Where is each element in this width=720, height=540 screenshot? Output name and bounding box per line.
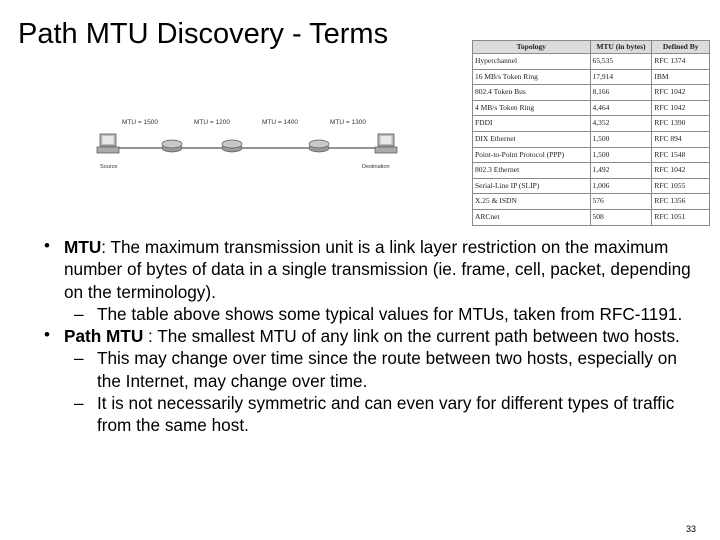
table-cell: RFC 1051 [652, 209, 710, 225]
table-cell: RFC 1356 [652, 194, 710, 210]
table-cell: 1,492 [590, 163, 652, 179]
sub-bullet-text: The table above shows some typical values for MTUs, taken from RFC-1191. [97, 303, 683, 324]
bullet-path-mtu [44, 325, 704, 347]
table-cell: RFC 1055 [652, 178, 710, 194]
table-cell: RFC 1390 [652, 116, 710, 132]
router-icon [309, 140, 329, 152]
dash-icon: – [74, 303, 84, 324]
slide-title: Path MTU Discovery - Terms [18, 18, 389, 50]
table-cell: 802.3 Ethernet [473, 163, 591, 179]
table-cell: FDDI [473, 116, 591, 132]
link-mtu-label: MTU = 1300 [330, 119, 366, 126]
destination-computer-icon [375, 134, 397, 153]
table-row [473, 85, 710, 101]
table-row [473, 147, 710, 163]
term-path-mtu: Path MTU [64, 326, 144, 347]
table-row [473, 178, 710, 194]
table-row [473, 209, 710, 225]
table-row [473, 69, 710, 85]
table-cell: 802.4 Token Bus [473, 85, 591, 101]
dash-icon: – [74, 393, 84, 414]
bullet-dot-icon: • [44, 325, 50, 345]
table-row [473, 131, 710, 147]
bullet-mtu-text: : The maximum transmission unit is a link layer restriction on the maximum number of bytes of data in a single transmission (ie. frame, cell, packet, depending on the terminology). [64, 237, 691, 302]
sub-bullet-path-mtu-symmetric [44, 392, 704, 437]
link-mtu-label: MTU = 1400 [262, 119, 298, 126]
column-header: Topology [473, 41, 591, 54]
destination-label: Destination [362, 164, 390, 170]
sub-bullet-path-mtu-change [44, 347, 704, 392]
table-cell: 17,914 [590, 69, 652, 85]
sub-bullet-text: It is not necessarily symmetric and can even vary for different types of traffic from the same host. [97, 393, 675, 436]
page-number: 33 [686, 524, 697, 534]
mtu-values-table-container [472, 40, 710, 230]
table-cell: X.25 & ISDN [473, 194, 591, 210]
table-cell: 1,500 [590, 147, 652, 163]
network-path-diagram [94, 112, 414, 182]
term-mtu: MTU [64, 237, 102, 257]
table-cell: RFC 1548 [652, 147, 710, 163]
slide-body [44, 236, 704, 437]
source-label: Source [100, 164, 118, 170]
sub-bullet-text: This may change over time since the route between two hosts, especially on the Internet, may change over time. [97, 348, 677, 391]
table-cell: RFC 1374 [652, 54, 710, 70]
router-icon [222, 140, 242, 152]
table-row [473, 54, 710, 70]
table-row [473, 100, 710, 116]
table-cell: RFC 1042 [652, 163, 710, 179]
table-cell: Serial-Line IP (SLIP) [473, 178, 591, 194]
column-header: MTU (in bytes) [590, 41, 652, 54]
table-cell: 4,464 [590, 100, 652, 116]
dash-icon: – [74, 348, 84, 369]
table-row [473, 163, 710, 179]
column-header: Defined By [652, 41, 710, 54]
table-cell: ARCnet [473, 209, 591, 225]
mtu-values-table [472, 40, 710, 226]
table-cell: 576 [590, 194, 652, 210]
link-mtu-label: MTU = 1500 [122, 119, 158, 126]
table-cell: Point-to-Point Protocol (PPP) [473, 147, 591, 163]
table-cell: RFC 894 [652, 131, 710, 147]
table-cell: DIX Ethernet [473, 131, 591, 147]
table-header-row [473, 41, 710, 54]
table-cell: 1,006 [590, 178, 652, 194]
table-cell: 8,166 [590, 85, 652, 101]
table-cell: RFC 1042 [652, 85, 710, 101]
network-path-svg [94, 112, 414, 182]
router-icon [162, 140, 182, 152]
bullet-mtu [44, 236, 704, 303]
table-row [473, 194, 710, 210]
table-row [473, 116, 710, 132]
bullet-path-mtu-text: : The smallest MTU of any link on the current path between two hosts. [143, 326, 680, 347]
table-cell: 4 MB/s Token Ring [473, 100, 591, 116]
table-cell: 508 [590, 209, 652, 225]
table-cell: Hyperchannel [473, 54, 591, 70]
bullet-dot-icon: • [44, 236, 50, 255]
link-mtu-label: MTU = 1200 [194, 119, 230, 126]
table-cell: 16 MB/s Token Ring [473, 69, 591, 85]
table-cell: 1,500 [590, 131, 652, 147]
sub-bullet-mtu [44, 303, 704, 325]
table-cell: RFC 1042 [652, 100, 710, 116]
table-cell: 4,352 [590, 116, 652, 132]
table-cell: IBM [652, 69, 710, 85]
source-computer-icon [97, 134, 119, 153]
table-cell: 65,535 [590, 54, 652, 70]
